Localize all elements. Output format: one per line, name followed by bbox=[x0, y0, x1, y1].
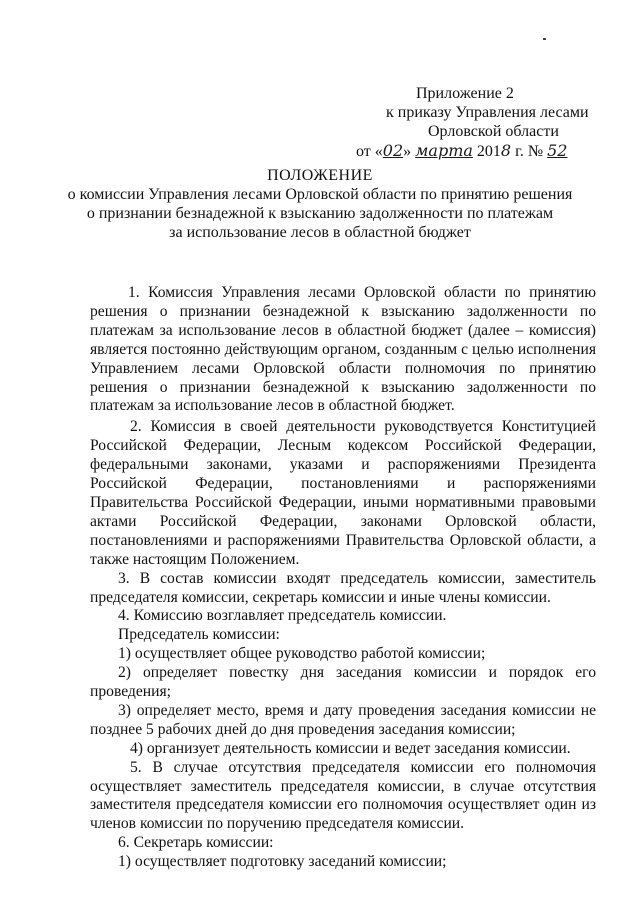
title-line-1: о комиссии Управления лесами Орловской области по принятию решения bbox=[67, 186, 573, 203]
title-line-2: о признании безнадежной к взысканию задолженности по платежам bbox=[86, 205, 554, 222]
title-line-3: за использование лесов в областной бюджет bbox=[169, 224, 471, 241]
appendix-region: Орловской области bbox=[428, 123, 559, 140]
scan-speck bbox=[543, 38, 546, 40]
date-year-post: г. № bbox=[511, 143, 548, 160]
appendix-block bbox=[356, 84, 596, 161]
paragraph-chair-item-3: 3) определяет место, время и дату проведения заседания комиссии не позднее 5 рабочих дней до дня проведения заседания комиссии; bbox=[90, 701, 596, 738]
paragraph-chair-item-2: 2) определяет повестку дня заседания комиссии и порядок его проведения; bbox=[90, 664, 596, 701]
date-month-handwritten: марта bbox=[415, 141, 473, 160]
date-mid: » bbox=[403, 143, 416, 160]
appendix-number: Приложение 2 bbox=[416, 85, 514, 102]
paragraph-3: 3. В состав комиссии входят председатель комиссии, заместитель председателя комиссии, секретарь комиссии и иные члены комиссии. bbox=[90, 569, 596, 606]
paragraph-secretary-item-1: 1) осуществляет подготовку заседаний комиссии; bbox=[118, 853, 447, 871]
appendix-order-ref: к приказу Управления лесами bbox=[386, 104, 589, 121]
paragraph-6: 6. Секретарь комиссии: bbox=[118, 834, 274, 852]
paragraph-4: 4. Комиссию возглавляет председатель комиссии. bbox=[118, 607, 447, 625]
document-title bbox=[0, 166, 640, 242]
paragraph-1: 1. Комиссия Управления лесами Орловской области по принятию решения о признании безнадежной к взысканию задолженности по платежам за использование лесов в областной бюджет (далее – комиссия) является постоянно действующим органом, созданным с целью исполнения Управлением лесами Орловской области полномочия по принятию решения о признании безнадежной к взысканию задолженности по платежам за использование лесов в областной бюджет. bbox=[90, 284, 596, 415]
paragraph-chair-intro: Председатель комиссии: bbox=[118, 626, 280, 644]
appendix-date-line bbox=[356, 141, 596, 161]
date-day-handwritten: 02 bbox=[382, 141, 404, 160]
order-number-handwritten: 52 bbox=[547, 141, 568, 160]
paragraph-chair-item-4: 4) организует деятельность комиссии и ведет заседания комиссии. bbox=[130, 739, 571, 757]
date-prefix: от « bbox=[356, 143, 383, 160]
paragraph-5: 5. В случае отсутствия председателя комиссии его полномочия осуществляет заместитель председателя комиссии, в случае отсутствия заместителя председателя комиссии его полномочия осуществляет один из членов комиссии по поручению председателя комиссии. bbox=[90, 758, 596, 833]
date-year-handwritten: 8 bbox=[500, 141, 512, 160]
paragraph-chair-item-1: 1) осуществляет общее руководство работой комиссии; bbox=[118, 645, 486, 663]
paragraph-2: 2. Комиссия в своей деятельности руководствуется Конституцией Российской Федерации, Лесным кодексом Российской Федерации, федеральными законами, указами и распоряжениями Президента Российской Федерации, постановлениями и распоряжениями Правительства Российской Федерации, иными нормативными правовыми актами Российской Федерации, законами Орловской области, постановлениями и распоряжениями Правительства Орловской области, а также настоящим Положением. bbox=[90, 418, 596, 568]
document-body bbox=[90, 284, 596, 872]
title-heading: ПОЛОЖЕНИЕ bbox=[267, 167, 373, 184]
date-year-pre: 201 bbox=[472, 143, 501, 160]
